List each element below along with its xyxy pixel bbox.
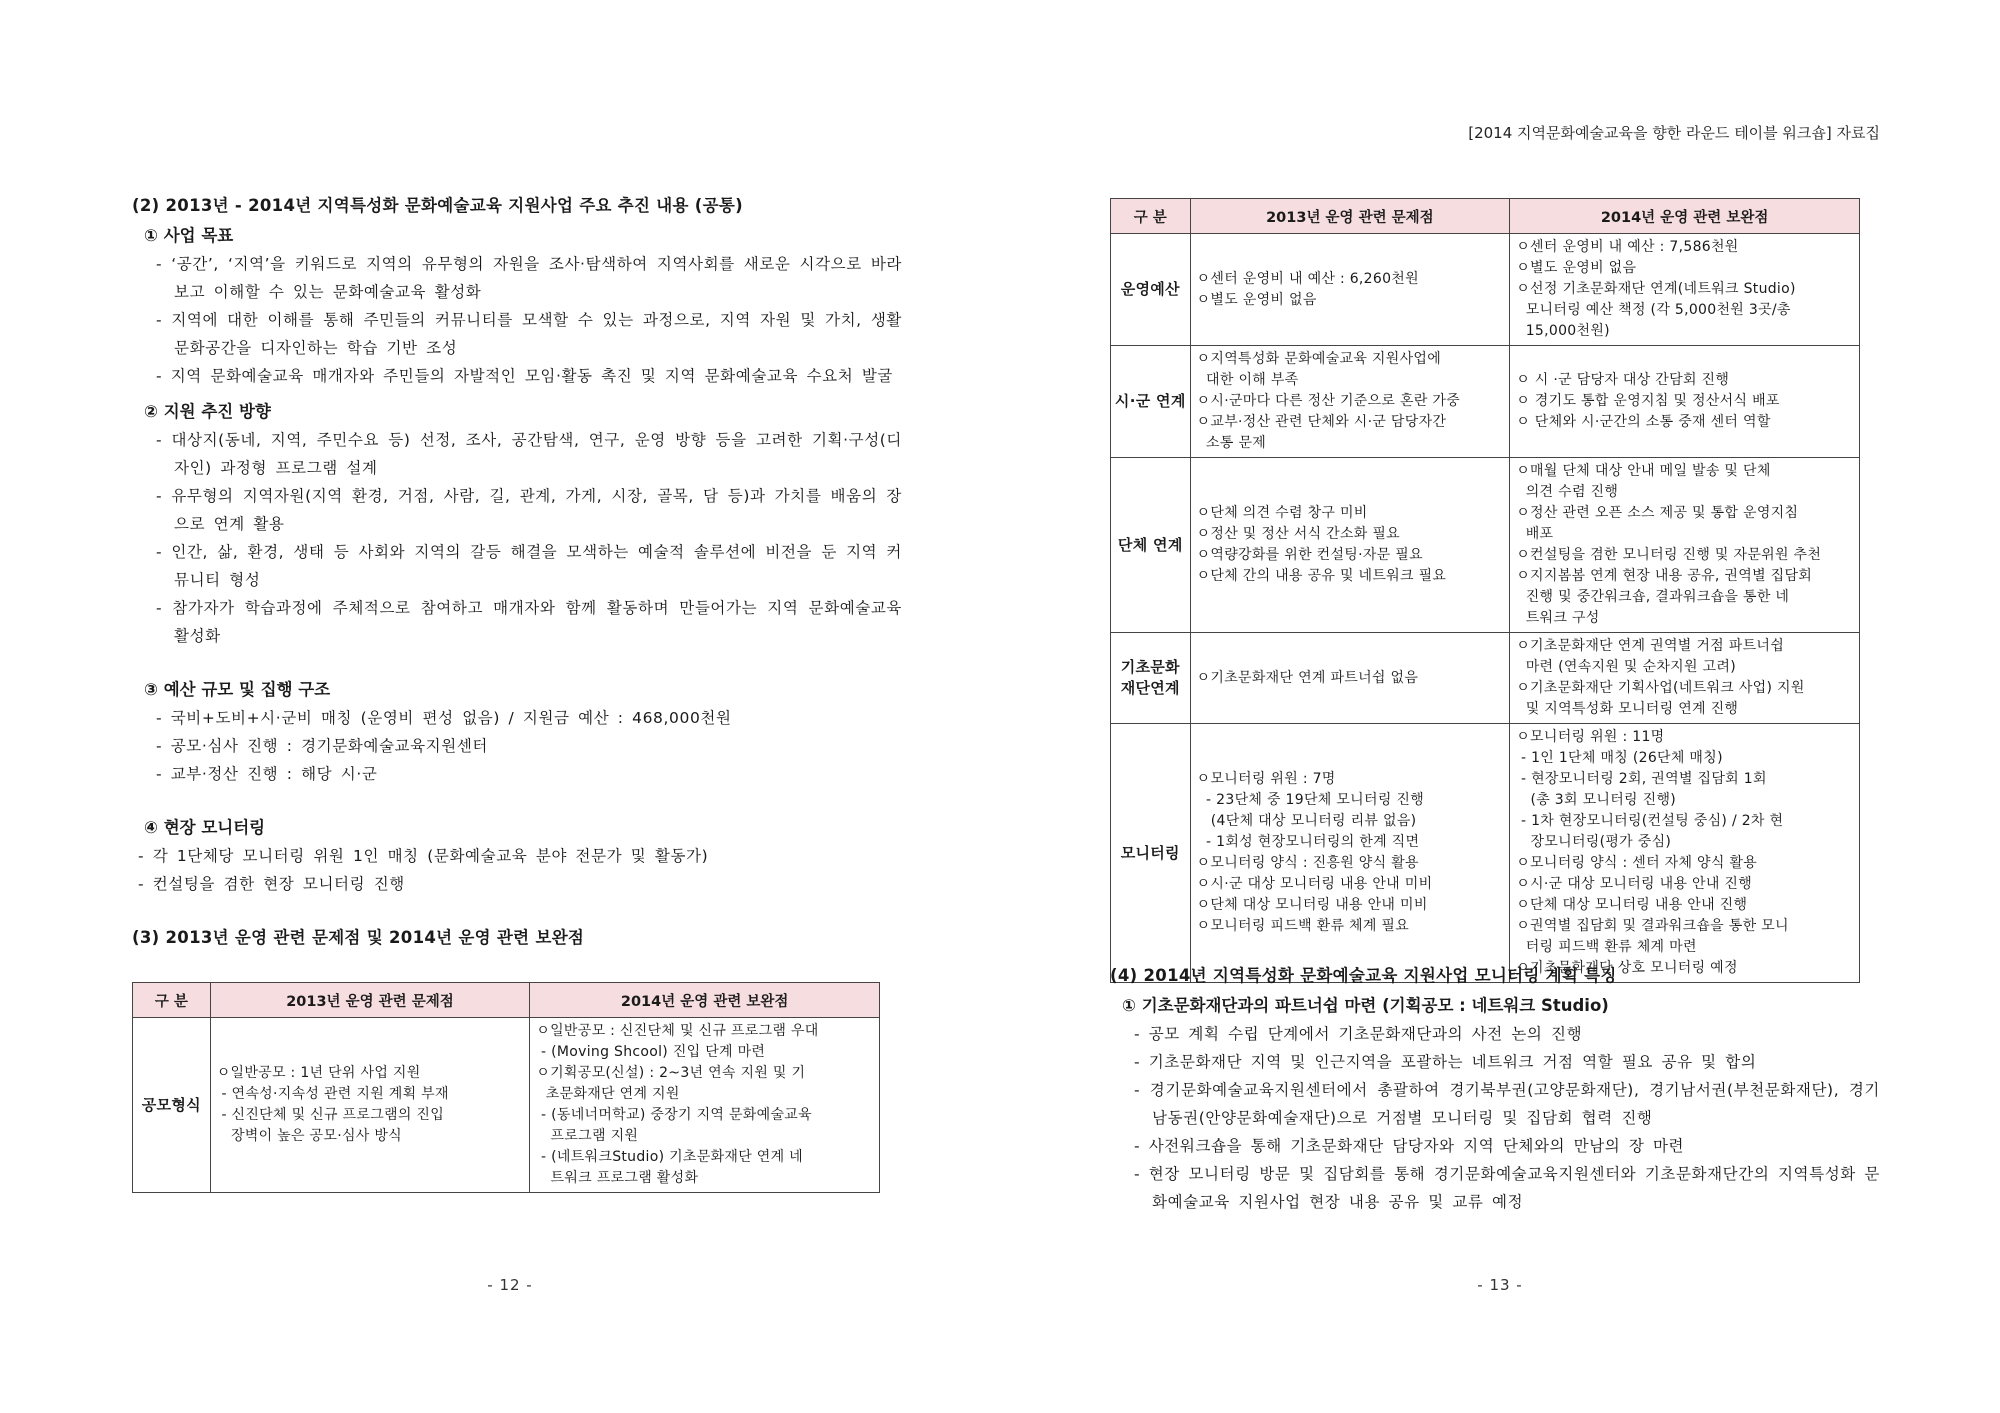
problem-line: ㅇ교부·정산 관련 단체와 시·군 담당자간 <box>1196 414 1447 430</box>
list-item: - 각 1단체당 모니터링 위원 1인 매칭 (문화예술교육 분야 전문가 및 활동가) <box>138 847 709 865</box>
problem-line: ㅇ시·군마다 다른 정산 기준으로 혼란 가중 <box>1196 393 1461 409</box>
row-problems <box>1190 458 1510 633</box>
list-item: - 대상지(동네, 지역, 주민수요 등) 선정, 조사, 공간탐색, 연구, 운영 방향 등을 고려한 기획·구성(디자인) 과정형 프로그램 설계 <box>156 431 902 477</box>
solution-line: 트워크 구성 <box>1516 610 1600 626</box>
solution-line: ㅇ 경기도 통합 운영지침 및 정산서식 배포 <box>1516 393 1780 409</box>
row-solutions <box>1510 234 1860 346</box>
row-solutions <box>1510 346 1860 458</box>
left-comparison-table <box>132 982 880 1193</box>
solution-line: ㅇ별도 운영비 없음 <box>1516 260 1637 276</box>
table-row <box>1111 458 1860 633</box>
solution-line: ㅇ지지봄봄 연계 현장 내용 공유, 권역별 집담회 <box>1516 568 1813 584</box>
solution-line: ㅇ시·군 대상 모니터링 내용 안내 진행 <box>1516 876 1753 892</box>
solution-line: 배포 <box>1516 526 1554 542</box>
solution-line: - 1차 현장모니터링(컨설팅 중심) / 2차 현 <box>1516 813 1784 829</box>
list-item: - 공모 계획 수립 단계에서 기초문화재단과의 사전 논의 진행 <box>1134 1025 1583 1043</box>
row-category: 모니터링 <box>1111 724 1191 983</box>
section-4-title: (4) 2014년 지역특성화 문화예술교육 지원사업 모니터링 계획 특징 <box>1110 966 1617 985</box>
section-2-title: (2) 2013년 - 2014년 지역특성화 문화예술교육 지원사업 주요 추진 내용 (공통) <box>132 196 743 215</box>
solution-line: 및 지역특성화 모니터링 연계 진행 <box>1516 701 1739 717</box>
page-right <box>1000 0 2000 1413</box>
list-item: - 공모·심사 진행 : 경기문화예술교육지원센터 <box>156 737 488 755</box>
table-row <box>1111 234 1860 346</box>
solution-line: 마련 (연속지원 및 순차지원 고려) <box>1516 659 1736 675</box>
solution-line: ㅇ일반공모 : 신진단체 및 신규 프로그램 우대 <box>536 1023 819 1039</box>
table-header-row <box>133 983 880 1018</box>
solution-line: ㅇ매월 단체 대상 안내 메일 발송 및 단체 <box>1516 463 1771 479</box>
row-problems <box>1190 724 1510 983</box>
solution-line: - (Moving Shcool) 진입 단계 마련 <box>536 1044 766 1060</box>
solution-line: ㅇ기초문화재단 상호 모니터링 예정 <box>1516 960 1738 976</box>
problem-line: ㅇ단체 간의 내용 공유 및 네트워크 필요 <box>1196 568 1447 584</box>
row-category: 운영예산 <box>1111 234 1191 346</box>
row-problems <box>1190 234 1510 346</box>
business-goal-title: ① 사업 목표 <box>144 226 234 245</box>
header-solutions: 2014년 운영 관련 보완점 <box>1510 199 1860 234</box>
support-direction-title: ② 지원 추진 방향 <box>144 402 271 421</box>
section-3-title: (3) 2013년 운영 관련 문제점 및 2014년 운영 관련 보완점 <box>132 928 585 947</box>
problem-line: - 1회성 현장모니터링의 한계 직면 <box>1196 834 1420 850</box>
row-category: 공모형식 <box>133 1018 211 1193</box>
problem-line: ㅇ센터 운영비 내 예산 : 6,260천원 <box>1196 270 1419 287</box>
header-solutions: 2014년 운영 관련 보완점 <box>530 983 880 1018</box>
solution-line: ㅇ 시 ·군 담당자 대상 간담회 진행 <box>1516 372 1730 388</box>
problem-line: ㅇ기초문화재단 연계 파트너쉽 없음 <box>1196 669 1419 686</box>
row-solutions <box>530 1018 880 1193</box>
solution-line: 트워크 프로그램 활성화 <box>536 1170 699 1186</box>
problem-line: 대한 이해 부족 <box>1196 372 1299 388</box>
row-problems <box>1190 346 1510 458</box>
list-item: - 기초문화재단 지역 및 인근지역을 포괄하는 네트워크 거점 역할 필요 공유 및 합의 <box>1134 1053 1757 1071</box>
solution-line: 의견 수렴 진행 <box>1516 484 1619 500</box>
problem-line: - 23단체 중 19단체 모니터링 진행 <box>1196 792 1425 808</box>
solution-line: - (동네너머학교) 중장기 지역 문화예술교육 <box>536 1107 812 1123</box>
header-problems: 2013년 운영 관련 문제점 <box>1190 199 1510 234</box>
problem-line: (4단체 대상 모니터링 리뷰 없음) <box>1196 813 1417 829</box>
problem-line: ㅇ지역특성화 문화예술교육 지원사업에 <box>1196 351 1442 367</box>
table-row <box>133 1018 880 1193</box>
row-solutions <box>1510 724 1860 983</box>
table-header-row <box>1111 199 1860 234</box>
support-direction-list <box>132 426 902 650</box>
page-number-left: - 12 - <box>487 1276 533 1294</box>
solution-line: 프로그램 지원 <box>536 1128 639 1144</box>
page-number-right: - 13 - <box>1477 1276 1523 1294</box>
list-item: - 사전워크숍을 통해 기초문화재단 담당자와 지역 단체와의 만남의 장 마련 <box>1134 1137 1685 1155</box>
left-content <box>132 192 902 954</box>
partnership-title: ① 기초문화재단과의 파트너쉽 마련 (기획공모 : 네트워크 Studio) <box>1122 996 1609 1015</box>
row-solutions <box>1510 458 1860 633</box>
list-item: - 교부·정산 진행 : 해당 시·군 <box>156 765 378 783</box>
business-goal-list <box>132 250 902 390</box>
solution-line: ㅇ모니터링 양식 : 센터 자체 양식 활용 <box>1516 855 1758 871</box>
list-item: - 지역 문화예술교육 매개자와 주민들의 자발적인 모임·활동 촉진 및 지역 문화예술교육 수요처 발굴 <box>156 367 893 385</box>
solution-line: 모니터링 예산 책정 (각 5,000천원 3곳/총 <box>1516 302 1791 318</box>
solution-line: ㅇ단체 대상 모니터링 내용 안내 진행 <box>1516 897 1748 913</box>
solution-line: ㅇ컨설팅을 겸한 모니터링 진행 및 자문위원 추천 <box>1516 547 1822 563</box>
problem-line: - 연속성·지속성 관련 지원 계획 부재 <box>216 1086 449 1102</box>
solution-line: 터링 피드백 환류 체계 마련 <box>1516 939 1697 955</box>
list-item: - 현장 모니터링 방문 및 집담회를 통해 경기문화예술교육지원센터와 기초문화재단간의 지역특성화 문화예술교육 지원사업 현장 내용 공유 및 교류 예정 <box>1134 1165 1880 1211</box>
list-item: - 인간, 삶, 환경, 생태 등 사회와 지역의 갈등 해결을 모색하는 예술적 솔루션에 비전을 둔 지역 커뮤니티 형성 <box>156 543 902 589</box>
running-header: [2014 지역문화예술교육을 향한 라운드 테이블 워크숍] 자료집 <box>1468 124 1880 142</box>
solution-line: 진행 및 중간워크숍, 결과워크숍을 통한 네 <box>1516 589 1790 605</box>
problem-line: ㅇ단체 의견 수렴 창구 미비 <box>1196 505 1368 521</box>
problem-line: ㅇ단체 대상 모니터링 내용 안내 미비 <box>1196 897 1428 913</box>
monitoring-title: ④ 현장 모니터링 <box>144 818 266 837</box>
problem-line: ㅇ시·군 대상 모니터링 내용 안내 미비 <box>1196 876 1433 892</box>
solution-line: 15,000천원) <box>1516 323 1610 339</box>
solution-line: - 현장모니터링 2회, 권역별 집담회 1회 <box>1516 771 1767 787</box>
list-item: - 경기문화예술교육지원센터에서 총괄하여 경기북부권(고양문화재단), 경기남서권(부천문화재단), 경기남동권(안양문화예술재단)으로 거점별 모니터링 및 집담회 협력 진행 <box>1134 1081 1880 1127</box>
header-category: 구 분 <box>133 983 211 1018</box>
solution-line: ㅇ 단체와 시·군간의 소통 중재 센터 역할 <box>1516 414 1771 430</box>
solution-line: ㅇ기획공모(신설) : 2~3년 연속 지원 및 기 <box>536 1065 806 1081</box>
list-item: - 유무형의 지역자원(지역 환경, 거점, 사람, 길, 관계, 가게, 시장, 골목, 담 등)과 가치를 배움의 장으로 연계 활용 <box>156 487 902 533</box>
solution-line: ㅇ센터 운영비 내 예산 : 7,586천원 <box>1516 239 1739 255</box>
row-problems <box>1190 633 1510 724</box>
list-item: - ‘공간’, ‘지역’을 키워드로 지역의 유무형의 자원을 조사·탐색하여 지역사회를 새로운 시각으로 바라보고 이해할 수 있는 문화예술교육 활성화 <box>156 255 902 301</box>
budget-title: ③ 예산 규모 및 집행 구조 <box>144 680 331 699</box>
partnership-list <box>1110 1020 1880 1216</box>
row-problems <box>210 1018 530 1193</box>
solution-line: ㅇ기초문화재단 연계 권역별 거점 파트너쉽 <box>1516 638 1785 654</box>
solution-line: 장모니터링(평가 중심) <box>1516 834 1672 850</box>
budget-list <box>132 704 902 788</box>
list-item: - 지역에 대한 이해를 통해 주민들의 커뮤니티를 모색할 수 있는 과정으로, 지역 자원 및 가치, 생활문화공간을 디자인하는 학습 기반 조성 <box>156 311 902 357</box>
problem-line: ㅇ모니터링 피드백 환류 체계 필요 <box>1196 918 1410 934</box>
solution-line: 초문화재단 연계 지원 <box>536 1086 680 1102</box>
header-category: 구 분 <box>1111 199 1191 234</box>
row-solutions <box>1510 633 1860 724</box>
table-row <box>1111 724 1860 983</box>
problem-line: ㅇ별도 운영비 없음 <box>1196 291 1317 308</box>
list-item: - 참가자가 학습과정에 주체적으로 참여하고 매개자와 함께 활동하며 만들어가는 지역 문화예술교육 활성화 <box>156 599 902 645</box>
problem-line: ㅇ모니터링 위원 : 7명 <box>1196 771 1336 787</box>
solution-line: ㅇ정산 관련 오픈 소스 제공 및 통합 운영지침 <box>1516 505 1799 521</box>
problem-line: 소통 문제 <box>1196 435 1267 451</box>
right-content <box>1110 962 1880 1224</box>
row-category: 시·군 연계 <box>1111 346 1191 458</box>
problem-line: ㅇ일반공모 : 1년 단위 사업 지원 <box>216 1065 421 1081</box>
right-comparison-table <box>1110 198 1860 983</box>
list-item: - 국비+도비+시·군비 매칭 (운영비 편성 없음) / 지원금 예산 : 468,000천원 <box>156 709 732 727</box>
solution-line: ㅇ모니터링 위원 : 11명 <box>1516 729 1665 745</box>
solution-line: - 1인 1단체 매칭 (26단체 매칭) <box>1516 750 1723 766</box>
right-table-body <box>1111 234 1860 983</box>
solution-line: ㅇ권역별 집담회 및 결과워크숍을 통한 모니 <box>1516 918 1789 934</box>
row-category: 기초문화 재단연계 <box>1111 633 1191 724</box>
problem-line: ㅇ정산 및 정산 서식 간소화 필요 <box>1196 526 1401 542</box>
list-item: - 컨설팅을 겸한 현장 모니터링 진행 <box>138 875 405 893</box>
solution-line: - (네트워크Studio) 기초문화재단 연계 네 <box>536 1149 804 1165</box>
monitoring-list <box>132 842 902 898</box>
table-row <box>1111 346 1860 458</box>
problem-line: - 신진단체 및 신규 프로그램의 진입 <box>216 1107 445 1123</box>
solution-line: ㅇ기초문화재단 기획사업(네트워크 사업) 지원 <box>1516 680 1805 696</box>
row-category: 단체 연계 <box>1111 458 1191 633</box>
problem-line: ㅇ역량강화를 위한 컨설팅·자문 필요 <box>1196 547 1423 563</box>
problem-line: ㅇ모니터링 양식 : 진흥원 양식 활용 <box>1196 855 1419 871</box>
problem-line: 장벽이 높은 공모·심사 방식 <box>216 1128 403 1144</box>
header-problems: 2013년 운영 관련 문제점 <box>210 983 530 1018</box>
solution-line: (총 3회 모니터링 진행) <box>1516 792 1677 808</box>
left-table-body <box>133 1018 880 1193</box>
table-row <box>1111 633 1860 724</box>
solution-line: ㅇ선정 기초문화재단 연계(네트워크 Studio) <box>1516 281 1796 297</box>
